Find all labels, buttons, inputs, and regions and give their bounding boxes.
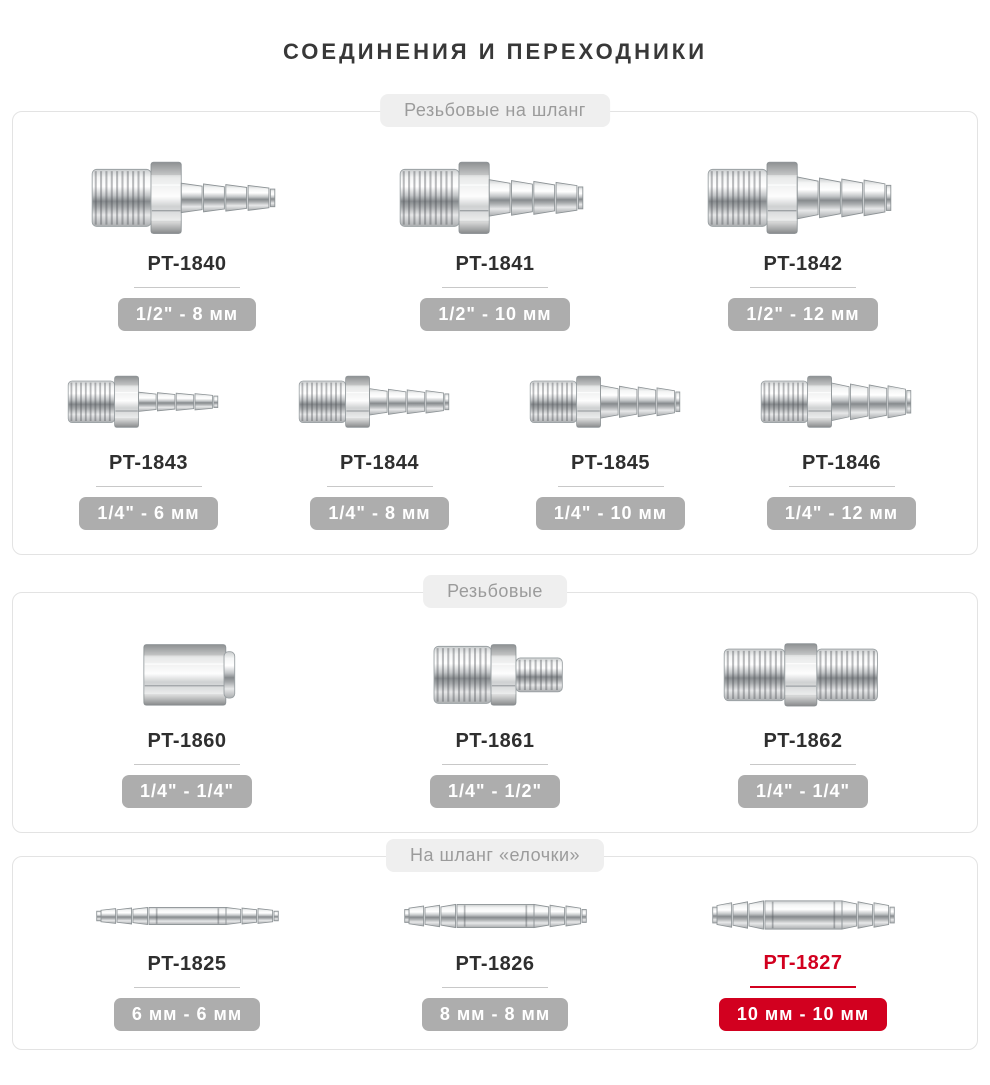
product-code: PT-1842 [763,252,843,275]
size-badge: 1/4" - 1/4" [738,775,868,808]
size-badge: 1/2" - 8 мм [118,298,256,331]
product-card-pt-1860[interactable] [33,625,341,808]
product-row [33,357,957,530]
code-underline [750,287,856,288]
code-underline [134,987,240,988]
product-code: PT-1825 [147,952,227,975]
size-badge: 1/4" - 12 мм [767,497,916,530]
section-panel-1 [12,99,978,555]
product-card-pt-1861[interactable] [341,625,649,808]
size-badge: 1/2" - 10 мм [420,298,569,331]
product-card-pt-1843[interactable] [33,357,264,530]
size-badge: 1/4" - 6 мм [79,497,217,530]
product-row [33,148,957,331]
product-row [33,625,957,808]
code-underline [442,764,548,765]
product-card-pt-1825[interactable] [33,886,341,1031]
product-card-pt-1840[interactable] [33,148,341,331]
size-badge: 1/4" - 1/2" [430,775,560,808]
section-header-badge: Резьбовые [423,575,567,608]
product-card-pt-1826[interactable] [341,886,649,1031]
hose-splice-image [649,885,957,945]
code-underline [750,764,856,765]
product-code: PT-1861 [455,729,535,752]
thread-to-hose-fitting-image [726,357,957,445]
product-code: PT-1860 [147,729,227,752]
code-underline [327,486,433,487]
code-underline [134,764,240,765]
code-underline [134,287,240,288]
product-card-pt-1827[interactable] [649,885,957,1031]
size-badge: 8 мм - 8 мм [422,998,568,1031]
product-card-pt-1845[interactable] [495,357,726,530]
section-panel-3 [12,844,978,1050]
size-badge: 10 мм - 10 мм [719,998,887,1031]
thread-to-hose-fitting-image [264,357,495,445]
code-underline [750,986,856,988]
size-badge: 1/4" - 8 мм [310,497,448,530]
product-code: PT-1841 [455,252,535,275]
size-badge: 1/2" - 12 мм [728,298,877,331]
product-card-pt-1844[interactable] [264,357,495,530]
product-card-pt-1846[interactable] [726,357,957,530]
size-badge: 6 мм - 6 мм [114,998,260,1031]
section-header-badge: На шланг «елочки» [386,839,604,872]
thread-nipple-image [649,625,957,723]
code-underline [442,987,548,988]
hex-coupling-image [33,625,341,723]
section-header-badge: Резьбовые на шланг [380,94,610,127]
hose-splice-image [341,886,649,946]
section-panel-2 [12,580,978,833]
product-card-pt-1841[interactable] [341,148,649,331]
sections-container [0,99,990,1050]
product-row [33,885,957,1031]
thread-to-hose-fitting-image [33,357,264,445]
thread-to-hose-fitting-image [33,148,341,246]
size-badge: 1/4" - 10 мм [536,497,685,530]
product-code: PT-1846 [801,451,882,474]
code-underline [96,486,202,487]
code-underline [789,486,895,487]
product-code: PT-1826 [455,952,535,975]
product-card-pt-1842[interactable] [649,148,957,331]
product-code: PT-1827 [763,951,843,974]
thread-to-hose-fitting-image [495,357,726,445]
thread-to-hose-fitting-image [341,148,649,246]
product-code: PT-1844 [339,451,420,474]
product-code: PT-1862 [763,729,843,752]
product-code: PT-1840 [147,252,227,275]
hose-splice-image [33,886,341,946]
code-underline [442,287,548,288]
thread-to-hose-fitting-image [649,148,957,246]
code-underline [558,486,664,487]
thread-adapter-image [341,625,649,723]
page-title: СОЕДИНЕНИЯ И ПЕРЕХОДНИКИ [282,38,708,64]
size-badge: 1/4" - 1/4" [122,775,252,808]
product-code: PT-1843 [108,451,189,474]
product-code: PT-1845 [570,451,651,474]
product-card-pt-1862[interactable] [649,625,957,808]
